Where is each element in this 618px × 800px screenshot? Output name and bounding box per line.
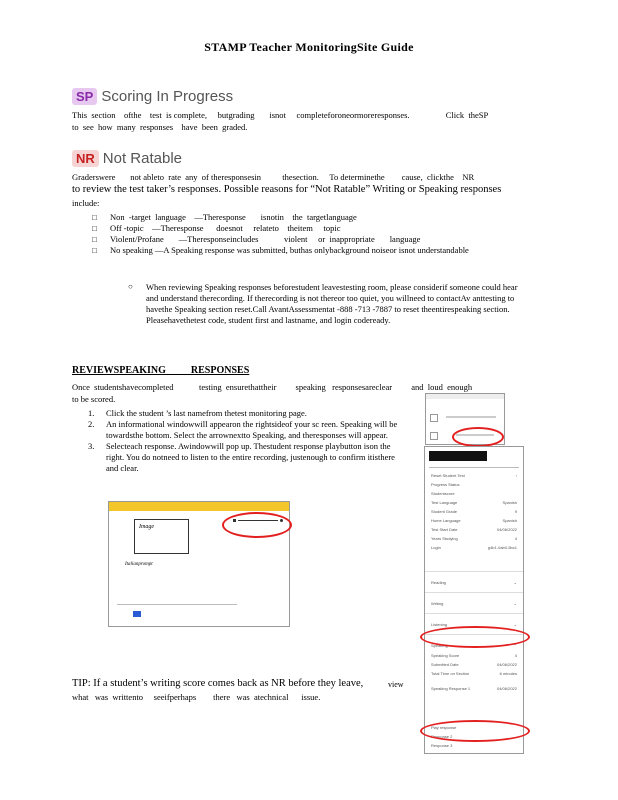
response-link[interactable]: Response 2 (431, 734, 453, 739)
response-link[interactable]: Play response (431, 725, 457, 730)
sp-text-2: to see how many responses have been graded. (72, 122, 248, 132)
nr-text-3: include: (72, 198, 100, 208)
panel-row: Total Time on Section 6 minutes (431, 671, 517, 676)
review-intro-1: Once studentshavecompleted testing ensurethattheir speaking responsesareclear and loud enough (72, 382, 473, 392)
sp-text-1: This section ofthe test is complete, butgrading isnot completeforoneormoreresponses. Click theSP (72, 110, 489, 120)
panel-row: Login g4b1-0ab0-5bc1 (431, 545, 517, 550)
section-reading[interactable]: Reading ⌄ (425, 571, 523, 592)
nr-heading-row (72, 150, 182, 168)
highlight-oval-play (222, 512, 292, 538)
nr-reasons-list (92, 212, 522, 256)
nr-text-2: to review the test taker’s responses. Possible reasons for “Not Ratable” Writing or Speaking responses (72, 184, 502, 195)
row-line (446, 416, 496, 418)
step-item: 3. Selecteach response. Awindowwill pop up. Thestudent response playbutton ison the right. You do notneed to listen to the entire recording, justenough to confirm itisthere and clear. (88, 441, 395, 473)
next-button[interactable] (133, 611, 141, 617)
nr-subbullet-text: When reviewing Speaking responses beforestudent leavestesting room, please considerif someone could hear and understand therecording. If therecording is not thereor too quiet, you willneed to contactAv anttesting to havethe Speaking section reset.Call AvantAssessmentat -888 -713 -7887 to reset theentirespeaking section. Pleasehavethetest code, student first and lastname, and login codeready. (146, 282, 518, 325)
student-name-redacted (429, 451, 487, 461)
nr-subbullet (128, 282, 523, 326)
speaking-details (425, 651, 523, 693)
panel-row: Test Start Date 04/06/2022 (431, 527, 517, 532)
step-item: 1. Click the student ’s last namefrom thetest monitoring page. (88, 408, 307, 418)
nr-heading: Not Ratable (102, 150, 182, 167)
sp-heading-row (72, 88, 233, 106)
sp-badge: SP (72, 88, 97, 105)
panel-row: Submitted Date 04/06/2022 (431, 662, 517, 667)
review-heading: REVIEWSPEAKING RESPONSES (72, 365, 250, 376)
panel-row: Years Studying 4 (431, 536, 517, 541)
panel-row: Home Language Spanish (431, 518, 517, 523)
prompt-label: Italianprompt (125, 562, 153, 567)
panel-row: Speaking Score 4 (431, 653, 517, 658)
tip-overlap-text: view (388, 680, 404, 689)
highlight-oval-speaking (420, 626, 530, 648)
panel-row: Speaking Response 1 04/06/2022 (431, 686, 517, 691)
chevron-down-icon[interactable]: ⌄ (513, 579, 517, 585)
panel-row: Studentscore (431, 491, 455, 496)
screenshot-header-bar (426, 394, 504, 399)
step-item: 2. An informational windowwill appearon the rightsideof your sc reen. Speaking will be towardsthe bottom. Select the arrownextto Speaking, and theresponses will appear. (88, 419, 398, 440)
image-placeholder: Image (134, 519, 189, 554)
panel-row: Test Language Spanish (431, 500, 517, 505)
row-checkbox[interactable] (430, 414, 438, 422)
section-listening[interactable]: Listening ⌄ (425, 613, 523, 634)
chevron-down-icon[interactable]: ⌄ (513, 621, 517, 627)
panel-row: Progress Status (431, 482, 460, 487)
highlight-oval-response (420, 720, 530, 742)
row-checkbox[interactable] (430, 432, 438, 440)
section-speaking[interactable]: Speaking ⌃ (425, 634, 523, 655)
sp-heading: Scoring In Progress (101, 88, 234, 105)
reason-item: □ Off -topic —Theresponse doesnot relateto theitem topic (92, 223, 522, 234)
section-writing[interactable]: Writing ⌄ (425, 592, 523, 613)
page-title: STAMP Teacher MonitoringSite Guide (204, 40, 414, 54)
review-steps (72, 408, 402, 474)
reason-item: □ Violent/Profane —Theresponseincludes violent or inappropriate language (92, 234, 522, 245)
nr-badge: NR (72, 150, 99, 167)
reason-item: □ No speaking —A Speaking response was submitted, buthas onlybackground noiseor isnot understandable (92, 245, 522, 256)
highlight-oval-name (452, 427, 504, 447)
panel-row: Student Grade 9 (431, 509, 517, 514)
divider (429, 467, 519, 468)
reason-item: □ Non -target language —Theresponse isnotin the targetlanguage (92, 212, 522, 223)
divider (117, 604, 237, 605)
chevron-down-icon[interactable]: ⌄ (513, 600, 517, 606)
circle-bullet-icon: ○ (128, 282, 133, 291)
screenshot-header-bar (109, 502, 289, 511)
student-info-rows (425, 471, 523, 552)
review-intro-2: to be scored. (72, 394, 116, 404)
chevron-up-icon[interactable]: ⌃ (513, 642, 517, 648)
tip-text-2: what was writtento seeifperhaps there was atechnical issue. (72, 692, 321, 702)
tip-text: TIP: If a student’s writing score comes back as NR before they leave, (72, 678, 364, 689)
student-info-panel (424, 446, 524, 754)
response-link[interactable]: Response 3 (431, 743, 453, 748)
panel-row[interactable]: Reset Student Test › (431, 473, 517, 478)
nr-text-1: Graderswere not ableto rate any of theresponsesin thesection. To determinethe cause, clickthe NR (72, 172, 475, 182)
